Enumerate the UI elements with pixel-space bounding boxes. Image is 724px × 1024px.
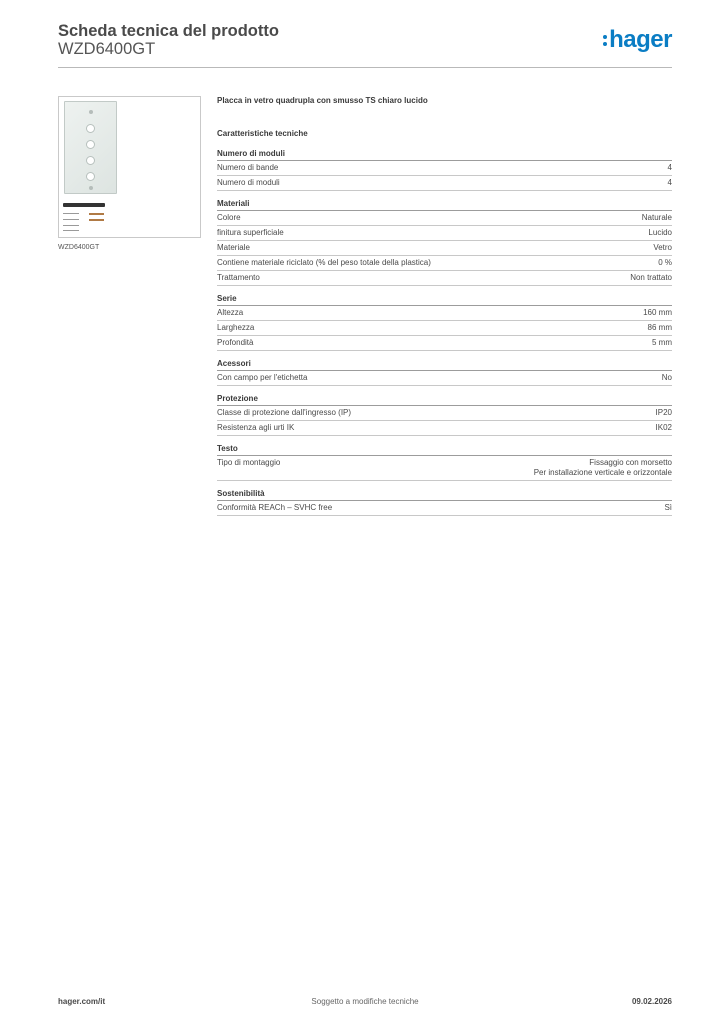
spec-row	[217, 421, 672, 436]
spec-row	[217, 161, 672, 176]
spec-row	[217, 256, 672, 271]
section-title: Materiali	[217, 197, 672, 211]
logo-dots-icon	[603, 35, 607, 46]
spec-sections	[217, 147, 672, 516]
accessories-image	[63, 203, 107, 233]
spec-value: 160 mm	[643, 308, 672, 317]
product-name: Placca in vetro quadrupla con smusso TS chiaro lucido	[217, 96, 428, 105]
page-header	[58, 22, 672, 70]
spec-value: 4	[667, 178, 672, 187]
spec-section	[217, 357, 672, 386]
spec-value: Sì	[664, 503, 672, 512]
spec-section	[217, 392, 672, 436]
document-title: Scheda tecnica del prodotto	[58, 22, 279, 40]
spec-label: Tipo di montaggio	[217, 458, 281, 467]
spec-content	[217, 94, 672, 516]
product-code: WZD6400GT	[58, 40, 156, 58]
spec-value: IP20	[655, 408, 672, 417]
spec-label: Larghezza	[217, 323, 255, 332]
section-title: Sostenibilità	[217, 487, 672, 501]
screw-icon	[89, 110, 93, 114]
spec-value: Fissaggio con morsetto Per installazione verticale e orizzontale	[533, 458, 672, 477]
spec-label: Trattamento	[217, 273, 260, 282]
spec-value: 86 mm	[647, 323, 672, 332]
page-footer	[58, 997, 672, 1009]
product-image	[58, 96, 201, 238]
hager-logo	[603, 28, 672, 52]
spec-section	[217, 292, 672, 351]
spec-label: Con campo per l'etichetta	[217, 373, 308, 382]
spec-value: Lucido	[648, 228, 672, 237]
spec-value: No	[661, 373, 672, 382]
spec-row	[217, 321, 672, 336]
spec-section	[217, 442, 672, 481]
logo-text: hager	[609, 26, 672, 53]
section-title: Serie	[217, 292, 672, 306]
footer-website: hager.com/it	[58, 997, 106, 1006]
spec-label: Altezza	[217, 308, 244, 317]
section-title: Testo	[217, 442, 672, 456]
spec-heading: Caratteristiche tecniche	[217, 129, 308, 138]
spec-label: Colore	[217, 213, 241, 222]
footer-date: 09.02.2026	[631, 997, 672, 1006]
hole-icon	[86, 156, 95, 165]
spec-label: Classe di protezione dall'ingresso (IP)	[217, 408, 352, 417]
spec-row	[217, 406, 672, 421]
spec-row	[217, 226, 672, 241]
spec-value: 0 %	[658, 258, 672, 267]
spec-row	[217, 336, 672, 351]
spec-value: 5 mm	[652, 338, 672, 347]
screw-icon	[89, 186, 93, 190]
spec-row	[217, 371, 672, 386]
spec-label: Resistenza agli urti IK	[217, 423, 295, 432]
glass-plate-image	[64, 101, 117, 194]
spec-row	[217, 501, 672, 516]
spec-value: Vetro	[653, 243, 672, 252]
spec-row	[217, 456, 672, 481]
spec-row	[217, 176, 672, 191]
spec-label: Numero di moduli	[217, 178, 280, 187]
footer-note: Soggetto a modifiche tecniche	[311, 997, 419, 1006]
spec-label: Materiale	[217, 243, 250, 252]
spec-label: Contiene materiale riciclato (% del peso totale della plastica)	[217, 258, 431, 267]
spec-row	[217, 241, 672, 256]
image-caption: WZD6400GT	[58, 244, 100, 251]
spec-value: Non trattato	[630, 273, 672, 282]
spec-label: Conformità REACh – SVHC free	[217, 503, 333, 512]
header-divider	[58, 67, 672, 68]
section-title: Protezione	[217, 392, 672, 406]
spec-value: IK02	[655, 423, 672, 432]
spec-row	[217, 211, 672, 226]
spec-value: 4	[667, 163, 672, 172]
spec-section	[217, 147, 672, 191]
spec-label: Numero di bande	[217, 163, 279, 172]
spec-row	[217, 271, 672, 286]
spec-label: Profondità	[217, 338, 254, 347]
spec-row	[217, 306, 672, 321]
hole-icon	[86, 124, 95, 133]
hole-icon	[86, 140, 95, 149]
hole-icon	[86, 172, 95, 181]
spec-section	[217, 487, 672, 516]
section-title: Numero di moduli	[217, 147, 672, 161]
spec-value: Naturale	[641, 213, 672, 222]
spec-label: finitura superficiale	[217, 228, 284, 237]
spec-section	[217, 197, 672, 286]
section-title: Acessori	[217, 357, 672, 371]
